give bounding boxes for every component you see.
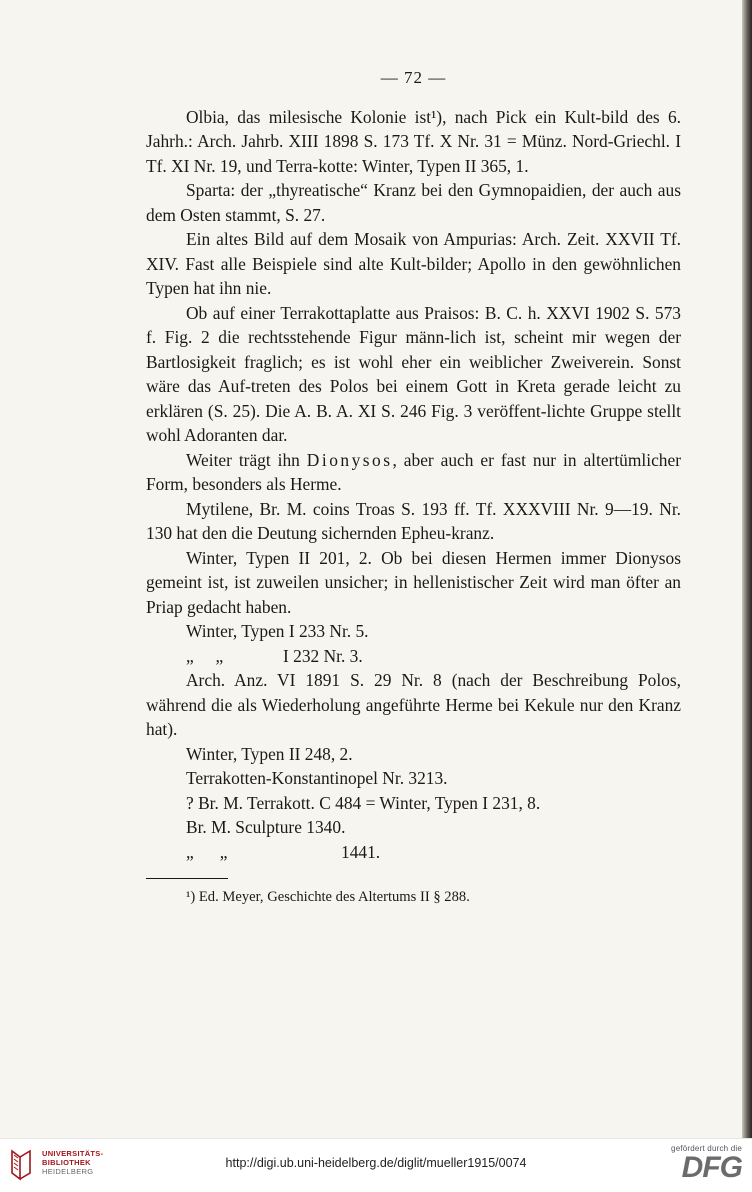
paragraph: Arch. Anz. VI 1891 S. 29 Nr. 8 (nach der Beschreibung Polos, während die als Wiederholung angeführte Herme bei Kekule nur den Kranz hat). [146,670,681,739]
footnote-rule [146,878,228,879]
paragraph: Winter, Typen I 233 Nr. 5. [186,621,369,641]
ditto-line [146,644,681,669]
footnote: ¹) Ed. Meyer, Geschichte des Altertums II § 288. [186,889,470,905]
page-edge-shadow [742,0,752,1138]
library-line: BIBLIOTHEK [42,1158,91,1167]
ditto-marks: „ „ [186,645,224,666]
paragraph: ? Br. M. Terrakott. C 484 = Winter, Typen I 231, 8. [186,792,541,813]
paragraph: Terrakotten-Konstantinopel Nr. 3213. [186,768,448,788]
viewer-footer [0,1138,752,1192]
paragraph: Winter, Typen II 201, 2. Ob bei diesen Hermen immer Dionysos gemeint ist, ist zuweilen unsicher; in hellenistischer Zeit wird man öfter an Priap gedacht haben. [146,547,681,617]
paragraph: Ein altes Bild auf dem Mosaik von Ampurias: Arch. Zeit. XXVII Tf. XIV. Fast alle Beispiele sind alte Kult-bilder; Apollo in den gewöhnlichen Typen hat ihn nie. [146,229,681,298]
paragraph: Br. M. Sculpture 1340. [186,817,346,837]
funder-block [671,1144,742,1183]
ditto-marks: „ „ [186,841,228,862]
paragraph: Winter, Typen II 248, 2. [186,743,353,764]
funding-note: gefördert durch die [671,1144,742,1153]
ditto-text: 1441. [341,841,381,862]
library-line: HEIDELBERG [42,1167,94,1176]
paragraph: Ob auf einer Terrakottaplatte aus Praisos: B. C. h. XXVI 1902 S. 573 f. Fig. 2 die rechtsstehende Figur männ-lich ist, scheint mir wegen der Bartlosigkeit fraglich; es ist wohl eher ein weiblicher Zweiverein. Sonst wäre das Auf-treten des Polos bei einem Gott in Kreta gerade leicht zu erklären (S. 25). Die A. B. A. XI S. 246 Fig. 3 veröffent-lichte Gruppe stellt wohl Adoranten dar. [146,302,681,445]
library-line: UNIVERSITÄTS- [42,1149,104,1158]
paragraph: Mytilene, Br. M. coins Troas S. 193 ff. Tf. XXXVIII Nr. 9—19. Nr. 130 hat den die Deutung sichernden Epheu-kranz. [146,498,681,543]
ditto-text: I 232 Nr. 3. [283,645,363,666]
paragraph: Olbia, das milesische Kolonie ist¹), nach Pick ein Kult-bild des 6. Jahrh.: Arch. Jahrb. XIII 1898 S. 173 Tf. X Nr. 31 = Münz. Nord-Griechl. I Tf. XI Nr. 19, und Terra-kotte: Winter, Typen II 365, 1. [146,106,681,176]
paragraph-dionysos [146,448,681,497]
text-run: , aber auch er fast nur in altertümlicher Form, besonders als Herme. [146,449,681,494]
page-number: — 72 — [380,68,447,87]
text-run: Weiter trägt ihn [186,449,307,470]
permalink-url[interactable]: http://digi.ub.uni-heidelberg.de/diglit/mueller1915/0074 [225,1156,527,1170]
paragraph: Sparta: der „thyreatische“ Kranz bei den Gymnopaidien, der auch aus dem Osten stammt, S. 27. [146,180,681,225]
ditto-line [146,840,681,865]
dfg-logo-icon: DFG [681,1151,742,1184]
page-text [146,66,681,907]
spaced-name: Dionysos [306,449,393,470]
